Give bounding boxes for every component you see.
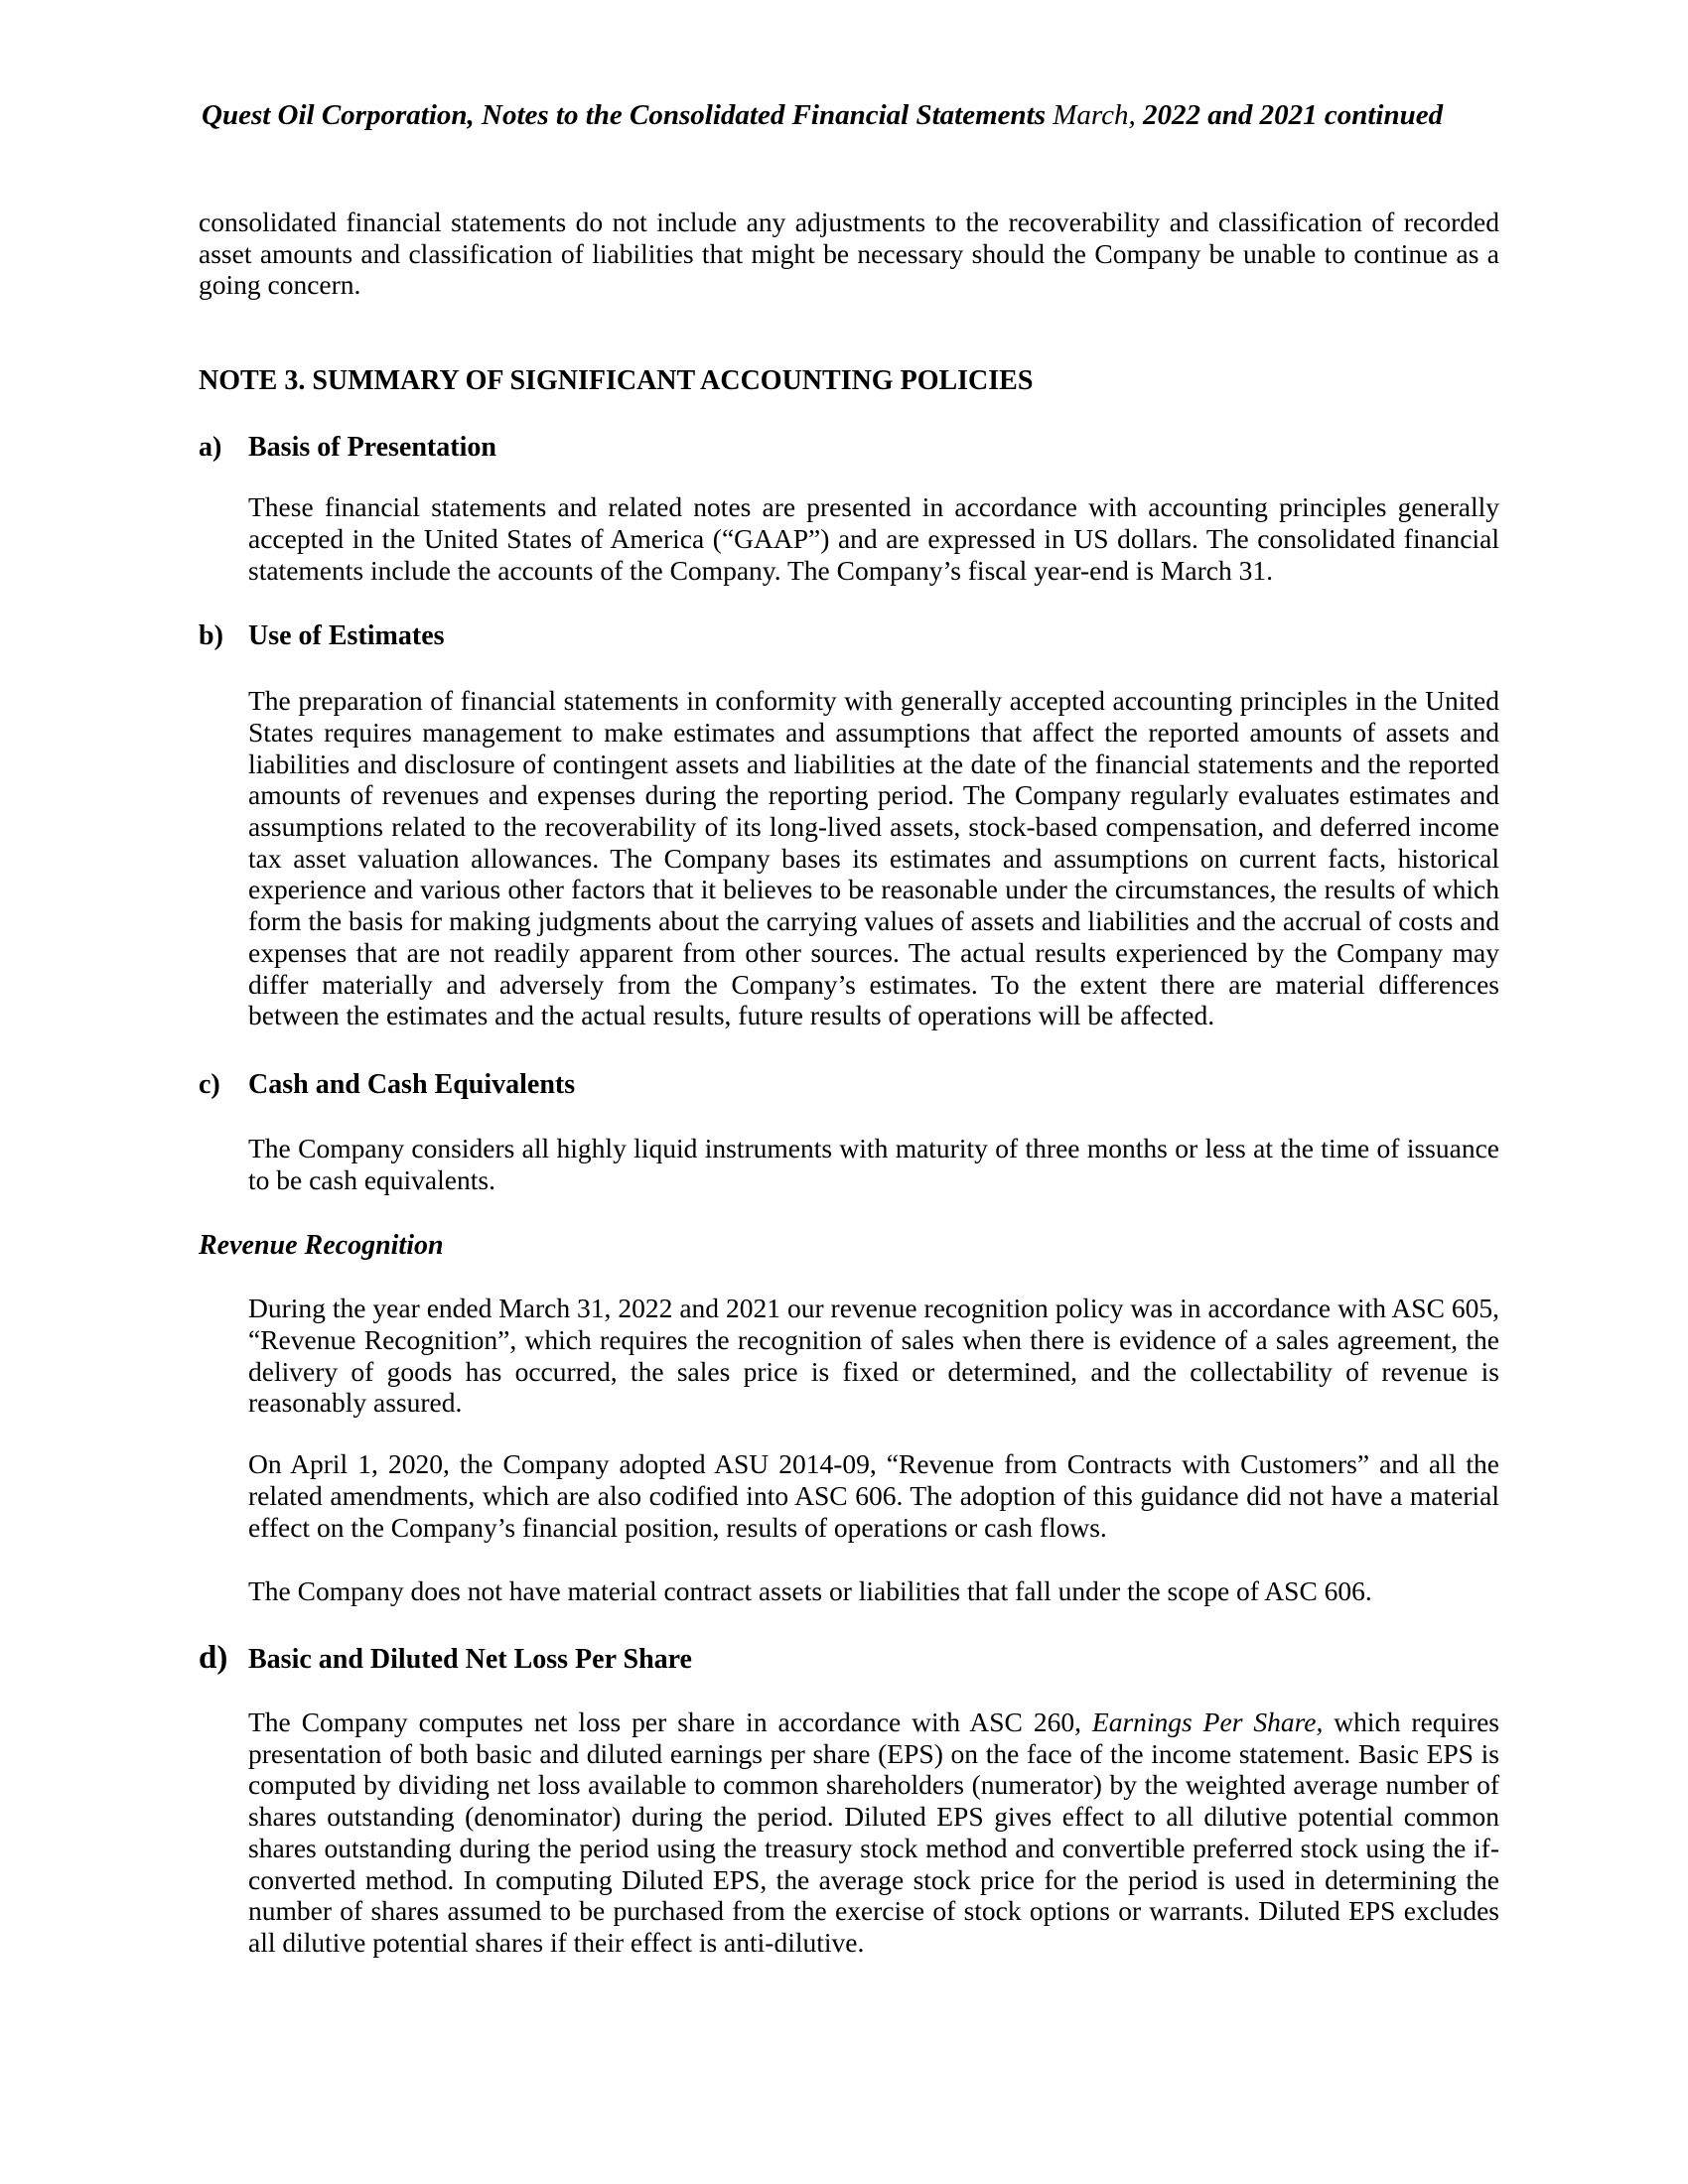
revenue-recognition-paragraph-1: During the year ended March 31, 2022 and 2021 our revenue recognition policy was in accordance with ASC 605, “Revenue Recognition”, which requires the recognition of sales when there is evidence of a sales agreement, the delivery of goods has occurred, the sales price is fixed or determined, and the collectability of revenue is reasonably assured. [248,1293,1499,1419]
document-header [202,99,1499,131]
section-heading-net-loss-per-share [199,1639,1499,1676]
list-marker-d: d) [199,1639,228,1676]
net-loss-per-share-paragraph [248,1706,1499,1959]
section-heading-use-of-estimates [199,620,1499,652]
list-marker-a: a) [199,432,222,464]
section-heading-basis-of-presentation [199,432,1499,464]
header-date: March, [1053,99,1143,131]
eps-text-rest: which requires presentation of both basic and diluted earnings per share (EPS) on the face of the income statement. Basic EPS is computed by dividing net loss available to common shareholders (numerator) by the weighted average number of shares outstanding (denominator) during the period. Diluted EPS gives effect to all dilutive potential common shares outstanding during the period using the treasury stock method and convertible preferred stock using the if-converted method. In computing Diluted EPS, the average stock price for the period is used in determining the number of shares assumed to be purchased from the exercise of stock options or warrants. Diluted EPS excludes all dilutive potential shares if their effect is anti-dilutive. [248,1706,1499,1958]
list-marker-b: b) [199,620,223,652]
section-title-cash-equivalents: Cash and Cash Equivalents [248,1068,576,1100]
basis-of-presentation-paragraph: These financial statements and related notes are presented in accordance with accounting principles generally accepted in the United States of America (“GAAP”) and are expressed in US dollars. The consolidated financial statements include the accounts of the Company. The Company’s fiscal year-end is March 31. [248,491,1499,586]
section-heading-cash-equivalents [199,1069,1499,1101]
cash-equivalents-paragraph: The Company considers all highly liquid instruments with maturity of three months or less at the time of issuance to be cash equivalents. [248,1132,1499,1195]
section-title-use-of-estimates: Use of Estimates [248,620,445,652]
section-title-net-loss-per-share: Basic and Diluted Net Loss Per Share [248,1643,692,1675]
section-title-basis-of-presentation: Basis of Presentation [248,432,496,464]
revenue-recognition-paragraph-2: On April 1, 2020, the Company adopted ASU 2014-09, “Revenue from Contracts with Customers” and all the related amendments, which are also codified into ASC 606. The adoption of this guidance did not have a material effect on the Company’s financial position, results of operations or cash flows. [248,1448,1499,1543]
revenue-recognition-paragraph-3: The Company does not have material contract assets or liabilities that fall under the scope of ASC 606. [248,1575,1372,1607]
header-title: Quest Oil Corporation, Notes to the Consolidated Financial Statements [202,99,1054,131]
note3-heading: NOTE 3. SUMMARY OF SIGNIFICANT ACCOUNTING POLICIES [199,365,1034,397]
eps-citation-italic: Earnings Per Share, [1091,1706,1324,1737]
header-continued: 2022 and 2021 continued [1142,99,1444,131]
eps-text-lead: The Company computes net loss per share in accordance with ASC 260, [248,1706,1092,1737]
list-marker-c: c) [199,1068,220,1100]
intro-paragraph: consolidated financial statements do not include any adjustments to the recoverability and classification of recorded asset amounts and classification of liabilities that might be necessary should the Company be unable to continue as a going concern. [199,206,1499,301]
use-of-estimates-paragraph: The preparation of financial statements in conformity with generally accepted accounting principles in the United States requires management to make estimates and assumptions that affect the reported amounts of assets and liabilities and disclosure of contingent assets and liabilities at the date of the financial statements and the reported amounts of revenues and expenses during the reporting period. The Company regularly evaluates estimates and assumptions related to the recoverability of its long-lived assets, stock-based compensation, and deferred income tax asset valuation allowances. The Company bases its estimates and assumptions on current facts, historical experience and various other factors that it believes to be reasonable under the circumstances, the results of which form the basis for making judgments about the carrying values of assets and liabilities and the accrual of costs and expenses that are not readily apparent from other sources. The actual results experienced by the Company may differ materially and adversely from the Company’s estimates. To the extent there are material differences between the estimates and the actual results, future results of operations will be affected. [248,685,1499,1031]
revenue-recognition-heading: Revenue Recognition [199,1230,444,1262]
